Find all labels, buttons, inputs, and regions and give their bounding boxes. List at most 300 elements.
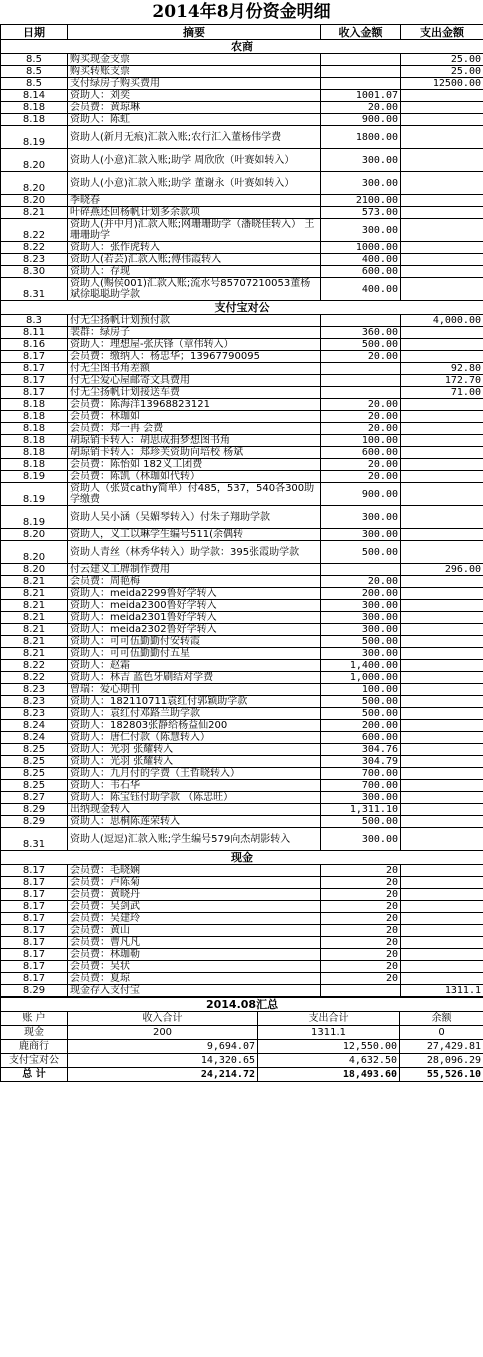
table-row	[1, 672, 483, 684]
summary-balance: 27,429.81	[400, 1040, 483, 1054]
row-expense	[401, 648, 483, 660]
row-income: 300.00	[321, 624, 401, 636]
table-row	[1, 399, 483, 411]
row-date: 8.31	[1, 278, 68, 301]
row-date: 8.19	[1, 506, 68, 529]
row-date: 8.22	[1, 242, 68, 254]
table-row	[1, 973, 483, 985]
table-row	[1, 195, 483, 207]
row-income	[321, 363, 401, 375]
table-row	[1, 925, 483, 937]
row-income: 500.00	[321, 636, 401, 648]
table-row	[1, 780, 483, 792]
row-summary: 资助人：林吉 蓝色牙刷结对学费	[68, 672, 321, 684]
row-date: 8.3	[1, 315, 68, 327]
row-date: 8.17	[1, 973, 68, 985]
row-date: 8.17	[1, 889, 68, 901]
row-expense	[401, 901, 483, 913]
row-summary: 会员费：吴剑武	[68, 901, 321, 913]
row-summary: 资助人(赐侯001)汇款入账;流水号85707210053董杨斌徐聪聪助学款	[68, 278, 321, 301]
row-date: 8.21	[1, 576, 68, 588]
row-date: 8.21	[1, 600, 68, 612]
row-expense	[401, 816, 483, 828]
table-row	[1, 423, 483, 435]
table-row	[1, 588, 483, 600]
row-date: 8.19	[1, 126, 68, 149]
row-date: 8.24	[1, 720, 68, 732]
row-income: 300.00	[321, 792, 401, 804]
row-expense	[401, 660, 483, 672]
row-expense	[401, 266, 483, 278]
table-row	[1, 363, 483, 375]
summary-row	[1, 1054, 483, 1068]
table-row	[1, 266, 483, 278]
table-row	[1, 242, 483, 254]
row-income: 20.00	[321, 576, 401, 588]
row-summary: 资助人：182110711袁红付郭颖助学款	[68, 696, 321, 708]
row-expense	[401, 684, 483, 696]
row-expense	[401, 102, 483, 114]
table-row	[1, 387, 483, 399]
row-expense	[401, 351, 483, 363]
table-row	[1, 768, 483, 780]
row-summary: 会员费：吴状	[68, 961, 321, 973]
row-income: 300.00	[321, 612, 401, 624]
row-expense	[401, 172, 483, 195]
row-expense: 92.80	[401, 363, 483, 375]
row-expense	[401, 339, 483, 351]
row-summary: 付无尘图书角差额	[68, 363, 321, 375]
row-income: 300.00	[321, 149, 401, 172]
row-date: 8.31	[1, 828, 68, 851]
summary-header-income: 收入合计	[68, 1012, 258, 1026]
summary-header-balance: 余额	[400, 1012, 483, 1026]
row-summary: 资助人青丝（林秀华转入）助学款：395张霞助学款	[68, 541, 321, 564]
row-expense	[401, 423, 483, 435]
row-expense	[401, 937, 483, 949]
summary-income: 200	[68, 1026, 258, 1040]
row-expense: 296.00	[401, 564, 483, 576]
row-date: 8.24	[1, 732, 68, 744]
row-date: 8.22	[1, 660, 68, 672]
row-income: 700.00	[321, 768, 401, 780]
header-row	[1, 25, 483, 40]
table-row	[1, 529, 483, 541]
row-expense	[401, 949, 483, 961]
summary-header-expense: 支出合计	[258, 1012, 400, 1026]
row-summary: 资助人：存现	[68, 266, 321, 278]
table-row	[1, 756, 483, 768]
row-date: 8.19	[1, 483, 68, 506]
table-row	[1, 648, 483, 660]
row-summary: 资助人：张作虎转入	[68, 242, 321, 254]
row-date: 8.29	[1, 816, 68, 828]
row-expense	[401, 327, 483, 339]
row-expense	[401, 756, 483, 768]
row-expense: 25.00	[401, 54, 483, 66]
row-date: 8.18	[1, 114, 68, 126]
row-date: 8.20	[1, 172, 68, 195]
row-summary: 出纳现金转入	[68, 804, 321, 816]
row-expense	[401, 242, 483, 254]
table-row	[1, 828, 483, 851]
table-row	[1, 961, 483, 973]
table-row	[1, 804, 483, 816]
row-date: 8.25	[1, 780, 68, 792]
row-summary: 资助人：刘奕	[68, 90, 321, 102]
row-date: 8.17	[1, 901, 68, 913]
row-date: 8.21	[1, 612, 68, 624]
summary-account: 支付宝对公	[1, 1054, 68, 1068]
row-income: 20.00	[321, 423, 401, 435]
row-date: 8.30	[1, 266, 68, 278]
row-income: 300.00	[321, 506, 401, 529]
row-summary: 会员费：陈凯（林珈如代转）	[68, 471, 321, 483]
summary-income: 9,694.07	[68, 1040, 258, 1054]
summary-row	[1, 1040, 483, 1054]
row-expense	[401, 708, 483, 720]
row-expense	[401, 588, 483, 600]
row-summary: 会员费：林珈勒	[68, 949, 321, 961]
header-expense: 支出金额	[401, 25, 483, 40]
table-row	[1, 114, 483, 126]
summary-row	[1, 1026, 483, 1040]
row-income: 600.00	[321, 447, 401, 459]
table-row	[1, 207, 483, 219]
row-summary: 资助人（张贤cathy简单）付485，537，540各300助学缴费	[68, 483, 321, 506]
row-summary: 资助人：唐仁付款（陈慧转入）	[68, 732, 321, 744]
row-summary: 会员费：夏琼	[68, 973, 321, 985]
table-row	[1, 483, 483, 506]
row-expense	[401, 913, 483, 925]
row-summary: 资助人：可可伍勤勤付五星	[68, 648, 321, 660]
table-row	[1, 375, 483, 387]
row-summary: 会员费：毛晓娴	[68, 865, 321, 877]
row-expense	[401, 600, 483, 612]
summary-balance: 55,526.10	[400, 1068, 483, 1082]
ledger-table	[0, 24, 483, 997]
row-summary: 支付绿房子购买费用	[68, 78, 321, 90]
row-summary: 会员费：陈海洋13968823121	[68, 399, 321, 411]
row-expense	[401, 744, 483, 756]
row-summary: 会员费：黄山	[68, 925, 321, 937]
row-summary: 资助人：袁红付邓路兰助学款	[68, 708, 321, 720]
table-row	[1, 172, 483, 195]
row-expense	[401, 792, 483, 804]
row-date: 8.17	[1, 387, 68, 399]
row-income: 1001.07	[321, 90, 401, 102]
row-date: 8.17	[1, 363, 68, 375]
row-summary: 资助人：meida2302鲁好学转入	[68, 624, 321, 636]
row-expense	[401, 126, 483, 149]
row-date: 8.18	[1, 399, 68, 411]
row-summary: 付无尘扬帆计划预付款	[68, 315, 321, 327]
row-expense	[401, 471, 483, 483]
row-summary: 资助人(并中月)汇款入账;网珊珊助学（潘晓佳转入） 王珊珊助学	[68, 219, 321, 242]
row-expense	[401, 624, 483, 636]
row-expense	[401, 435, 483, 447]
row-summary: 资助人：陈宝钰付助学款 （陈忠旺）	[68, 792, 321, 804]
row-income: 573.00	[321, 207, 401, 219]
row-income: 400.00	[321, 254, 401, 266]
row-summary: 会员费：吴建玲	[68, 913, 321, 925]
row-income: 20.00	[321, 102, 401, 114]
row-date: 8.29	[1, 804, 68, 816]
row-date: 8.25	[1, 744, 68, 756]
row-summary: 会员费：周艳梅	[68, 576, 321, 588]
table-row	[1, 949, 483, 961]
row-income: 1000.00	[321, 242, 401, 254]
row-expense	[401, 114, 483, 126]
table-row	[1, 278, 483, 301]
row-date: 8.17	[1, 913, 68, 925]
row-date: 8.20	[1, 149, 68, 172]
row-expense	[401, 254, 483, 266]
table-row	[1, 816, 483, 828]
table-row	[1, 985, 483, 997]
row-expense	[401, 506, 483, 529]
row-summary: 资助人：meida2299鲁好学转入	[68, 588, 321, 600]
row-date: 8.23	[1, 696, 68, 708]
row-date: 8.18	[1, 102, 68, 114]
row-income	[321, 66, 401, 78]
row-date: 8.18	[1, 411, 68, 423]
row-income: 100.00	[321, 435, 401, 447]
row-expense	[401, 207, 483, 219]
table-row	[1, 459, 483, 471]
row-expense	[401, 925, 483, 937]
section-title: 支付宝对公	[1, 301, 483, 315]
row-summary: 付无尘爱心屋邮寄文具费用	[68, 375, 321, 387]
row-date: 8.17	[1, 375, 68, 387]
row-summary: 资助人(若芸)汇款入账;傅伟霞转入	[68, 254, 321, 266]
row-summary: 曾瑞：爱心期刊	[68, 684, 321, 696]
row-income: 300.00	[321, 219, 401, 242]
table-row	[1, 54, 483, 66]
row-income: 20	[321, 925, 401, 937]
row-summary: 资助人：光羽 张耀转入	[68, 756, 321, 768]
row-income: 20.00	[321, 471, 401, 483]
table-row	[1, 660, 483, 672]
section-title: 现金	[1, 851, 483, 865]
row-expense	[401, 768, 483, 780]
row-date: 8.23	[1, 254, 68, 266]
table-row	[1, 576, 483, 588]
row-income	[321, 985, 401, 997]
row-summary: 会员费：陈怡如 182义工团费	[68, 459, 321, 471]
row-income: 20	[321, 937, 401, 949]
row-summary: 会员费：林珈如	[68, 411, 321, 423]
row-expense	[401, 576, 483, 588]
row-summary: 资助人：赵霜	[68, 660, 321, 672]
table-row	[1, 877, 483, 889]
table-row	[1, 937, 483, 949]
row-expense: 1311.1	[401, 985, 483, 997]
row-income: 300.00	[321, 828, 401, 851]
row-date: 8.16	[1, 339, 68, 351]
section-title: 农商	[1, 40, 483, 54]
row-date: 8.22	[1, 219, 68, 242]
section-header	[1, 301, 483, 315]
row-income: 20	[321, 865, 401, 877]
header-income: 收入金额	[321, 25, 401, 40]
row-income: 20	[321, 901, 401, 913]
row-income: 1,311.10	[321, 804, 401, 816]
row-income: 600.00	[321, 732, 401, 744]
header-summary: 摘要	[68, 25, 321, 40]
summary-balance: 0	[400, 1026, 483, 1040]
row-income	[321, 315, 401, 327]
summary-expense: 18,493.60	[258, 1068, 400, 1082]
row-income: 300.00	[321, 529, 401, 541]
row-income: 304.76	[321, 744, 401, 756]
row-expense	[401, 961, 483, 973]
row-income: 500.00	[321, 708, 401, 720]
row-date: 8.11	[1, 327, 68, 339]
row-income: 500.00	[321, 339, 401, 351]
row-expense	[401, 636, 483, 648]
row-date: 8.23	[1, 708, 68, 720]
row-expense	[401, 865, 483, 877]
row-expense	[401, 195, 483, 207]
row-date: 8.17	[1, 351, 68, 363]
row-income	[321, 564, 401, 576]
row-income: 20	[321, 949, 401, 961]
row-date: 8.23	[1, 684, 68, 696]
row-date: 8.17	[1, 961, 68, 973]
row-income: 900.00	[321, 483, 401, 506]
row-summary: 购买现金支票	[68, 54, 321, 66]
row-summary: 会员费：卢陈菊	[68, 877, 321, 889]
row-summary: 资助人，义工以琳学生编号511(余偶转	[68, 529, 321, 541]
row-summary: 付云建义工牌制作费用	[68, 564, 321, 576]
row-income: 20	[321, 913, 401, 925]
row-summary: 现金存入支付宝	[68, 985, 321, 997]
table-row	[1, 78, 483, 90]
row-income: 20	[321, 973, 401, 985]
row-income	[321, 54, 401, 66]
row-date: 8.18	[1, 447, 68, 459]
row-date: 8.18	[1, 423, 68, 435]
row-expense	[401, 399, 483, 411]
table-row	[1, 541, 483, 564]
row-summary: 资助人：九月付的学费（王哲晓转入）	[68, 768, 321, 780]
row-date: 8.25	[1, 756, 68, 768]
row-date: 8.18	[1, 459, 68, 471]
row-date: 8.17	[1, 937, 68, 949]
row-summary: 资助人(新月无痕)汇款入账;农行汇入董杨伟学费	[68, 126, 321, 149]
table-row	[1, 435, 483, 447]
table-row	[1, 102, 483, 114]
row-date: 8.20	[1, 529, 68, 541]
row-income	[321, 375, 401, 387]
row-expense	[401, 459, 483, 471]
row-expense	[401, 612, 483, 624]
row-date: 8.21	[1, 624, 68, 636]
row-date: 8.17	[1, 865, 68, 877]
summary-header-account: 账 户	[1, 1012, 68, 1026]
table-row	[1, 889, 483, 901]
summary-income: 24,214.72	[68, 1068, 258, 1082]
summary-row	[1, 1068, 483, 1082]
row-date: 8.20	[1, 541, 68, 564]
row-summary: 胡琼销卡转入：胡思成捐梦想图书角	[68, 435, 321, 447]
summary-expense: 1311.1	[258, 1026, 400, 1040]
row-income: 304.79	[321, 756, 401, 768]
row-date: 8.17	[1, 949, 68, 961]
row-summary: 资助人(小意)汇款入账;助学 董谢永（叶赛如转入）	[68, 172, 321, 195]
summary-account: 总 计	[1, 1068, 68, 1082]
summary-expense: 12,550.00	[258, 1040, 400, 1054]
table-row	[1, 411, 483, 423]
row-date: 8.22	[1, 672, 68, 684]
summary-title-row	[1, 998, 483, 1012]
row-summary: 胡琼销卡转入：郑珍芙资助向培校 杨斌	[68, 447, 321, 459]
row-income: 20.00	[321, 399, 401, 411]
table-row	[1, 696, 483, 708]
row-date: 8.21	[1, 588, 68, 600]
sheet-title: 2014年8月份资金明细	[152, 2, 331, 22]
row-income: 20.00	[321, 459, 401, 471]
row-date: 8.21	[1, 207, 68, 219]
table-row	[1, 90, 483, 102]
row-income: 20.00	[321, 351, 401, 363]
row-date: 8.5	[1, 54, 68, 66]
row-income: 700.00	[321, 780, 401, 792]
row-expense	[401, 411, 483, 423]
row-expense	[401, 804, 483, 816]
row-date: 8.18	[1, 435, 68, 447]
row-income: 500.00	[321, 541, 401, 564]
table-row	[1, 447, 483, 459]
row-date: 8.29	[1, 985, 68, 997]
table-row	[1, 612, 483, 624]
summary-title: 2014.08汇总	[1, 998, 483, 1012]
row-expense	[401, 732, 483, 744]
row-income: 400.00	[321, 278, 401, 301]
table-row	[1, 254, 483, 266]
row-summary: 资助人：思桐陈莲荣转入	[68, 816, 321, 828]
row-income: 200.00	[321, 588, 401, 600]
row-expense	[401, 780, 483, 792]
row-income: 300.00	[321, 172, 401, 195]
row-expense	[401, 696, 483, 708]
row-summary: 资助人：陈虹	[68, 114, 321, 126]
row-date: 8.27	[1, 792, 68, 804]
row-summary: 叶碎燕还回杨帆计划多余款项	[68, 207, 321, 219]
table-row	[1, 471, 483, 483]
table-row	[1, 339, 483, 351]
section-header	[1, 40, 483, 54]
row-expense	[401, 973, 483, 985]
row-summary: 资助人：182803张静给杨益仙200	[68, 720, 321, 732]
summary-expense: 4,632.50	[258, 1054, 400, 1068]
row-date: 8.20	[1, 564, 68, 576]
row-income: 20	[321, 877, 401, 889]
row-date: 8.20	[1, 195, 68, 207]
section-header	[1, 851, 483, 865]
row-expense	[401, 889, 483, 901]
row-expense	[401, 828, 483, 851]
row-expense	[401, 541, 483, 564]
row-summary: 裴群：绿房子	[68, 327, 321, 339]
row-expense	[401, 877, 483, 889]
row-date: 8.19	[1, 471, 68, 483]
row-summary: 资助人：meida2300鲁好学转入	[68, 600, 321, 612]
row-income: 1,000.00	[321, 672, 401, 684]
row-income: 900.00	[321, 114, 401, 126]
row-date: 8.21	[1, 636, 68, 648]
